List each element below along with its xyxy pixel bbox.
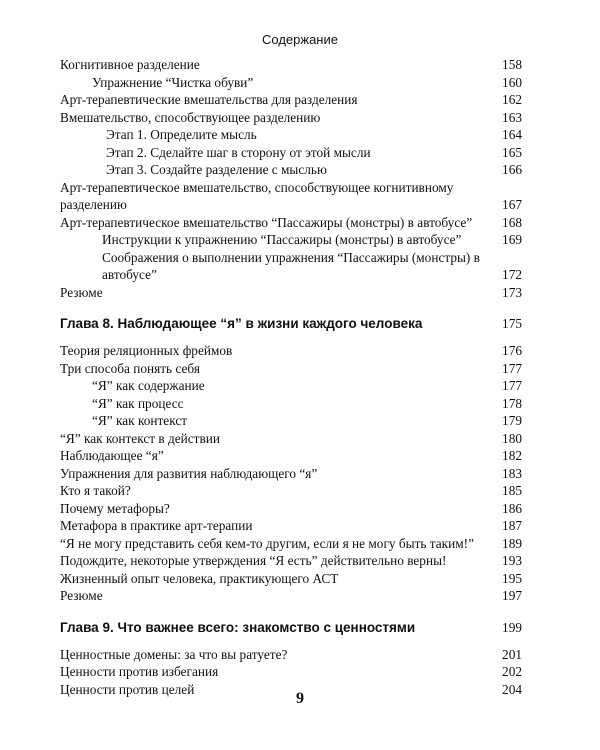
toc-entry — [60, 447, 522, 465]
toc-entry — [60, 570, 522, 588]
toc-entry-text: “Я” как содержание — [92, 378, 205, 393]
toc-entry — [60, 342, 522, 360]
toc-entry-text: Соображения о выполнении упражнения “Пассажиры (монстры) в автобусе” — [102, 249, 480, 282]
toc-entry-text: Кто я такой? — [60, 483, 131, 498]
toc-page-number: 162 — [502, 92, 522, 107]
toc-entry — [60, 91, 522, 109]
toc-entry-text: Арт-терапевтическое вмешательство, способствующее когнитивному разделению — [60, 179, 454, 212]
toc-chapter-heading — [60, 315, 522, 333]
toc-page-number: 177 — [502, 360, 522, 376]
toc-entry — [60, 179, 522, 214]
toc-entry-text: Ценностные домены: за что вы ратуете? — [60, 646, 288, 662]
toc-page-number: 165 — [502, 144, 522, 160]
toc-page-number: 173 — [502, 284, 522, 300]
toc-page-number: 169 — [502, 232, 522, 247]
toc-entry — [60, 587, 522, 605]
toc-entry-text: Ценности против целей — [60, 681, 195, 697]
toc-page-number: 202 — [502, 664, 522, 679]
toc-entry — [60, 284, 522, 302]
toc-page-number: 160 — [502, 74, 522, 90]
toc-page-number: 186 — [502, 500, 522, 516]
toc-page-number: 163 — [502, 109, 522, 125]
toc-entry-text: Теория реляционных фреймов — [60, 343, 233, 358]
toc-entry — [60, 430, 522, 448]
toc-entry-text: Ценности против избегания — [60, 664, 219, 679]
toc-entry — [60, 646, 522, 664]
toc-entry-text: Когнитивное разделение — [60, 57, 200, 72]
toc-entry — [60, 465, 522, 483]
toc-entry-text: Резюме — [60, 284, 103, 300]
toc-entry-text: Жизненный опыт человека, практикующего АСТ — [60, 570, 339, 586]
toc-page-number: 168 — [502, 214, 522, 230]
toc-entry — [60, 249, 522, 284]
toc-page-number: 166 — [502, 162, 522, 177]
toc-entry — [60, 535, 522, 553]
toc-entry — [60, 517, 522, 535]
toc-entry — [60, 552, 522, 570]
toc-entry-text: Три способа понять себя — [60, 360, 200, 376]
toc-page-number: 182 — [502, 448, 522, 463]
toc-page-number: 164 — [502, 127, 522, 142]
toc-page-number: 167 — [502, 197, 522, 212]
chapter-title: Глава 9. Что важнее всего: знакомство с ценностями — [60, 619, 416, 635]
toc-page-number: 204 — [502, 681, 522, 697]
toc-entry-text: Наблюдающее “я” — [60, 448, 164, 463]
toc-page-number: 185 — [502, 483, 522, 498]
toc-entry-text: Упражнения для развития наблюдающего “я” — [60, 465, 318, 481]
table-of-contents — [60, 56, 522, 698]
toc-entry — [60, 109, 522, 127]
toc-entry — [60, 377, 522, 395]
toc-page-number: 189 — [502, 535, 522, 551]
toc-page-number: 179 — [502, 413, 522, 428]
toc-entry — [60, 214, 522, 232]
toc-page-number: 197 — [502, 588, 522, 603]
toc-entry-text: “Я не могу представить себя кем-то другим, если я не могу быть таким!” — [60, 535, 474, 551]
toc-entry — [60, 126, 522, 144]
toc-page-number: 195 — [502, 570, 522, 586]
toc-page-number: 172 — [502, 267, 522, 282]
running-header: Содержание — [262, 32, 338, 47]
toc-entry — [60, 161, 522, 179]
toc-entry-text: Метафора в практике арт-терапии — [60, 518, 253, 533]
toc-entry — [60, 482, 522, 500]
toc-entry-text: Арт-терапевтическое вмешательство “Пассажиры (монстры) в автобусе” — [60, 214, 473, 230]
toc-entry — [60, 231, 522, 249]
toc-entry-text: Вмешательство, способствующее разделению — [60, 109, 321, 125]
toc-page-number: 187 — [502, 518, 522, 533]
toc-page-number: 180 — [502, 430, 522, 446]
toc-entry-text: Арт-терапевтические вмешательства для разделения — [60, 92, 358, 107]
toc-page-number: 199 — [502, 619, 522, 635]
toc-entry — [60, 74, 522, 92]
toc-entry — [60, 56, 522, 74]
toc-entry-text: Этап 1. Определите мысль — [106, 127, 257, 142]
toc-entry-text: Упражнение “Чистка обуви” — [92, 74, 254, 90]
toc-entry-text: Этап 2. Сделайте шаг в сторону от этой мысли — [106, 144, 371, 160]
toc-page-number: 175 — [502, 316, 522, 331]
toc-page-number: 177 — [502, 378, 522, 393]
toc-entry-text: Этап 3. Создайте разделение с мыслью — [106, 162, 327, 177]
toc-page-number: 193 — [502, 553, 522, 568]
toc-entry-text: Подождите, некоторые утверждения “Я есть” действительно верны! — [60, 553, 447, 568]
toc-entry — [60, 144, 522, 162]
toc-entry — [60, 412, 522, 430]
toc-page-number: 176 — [502, 343, 522, 358]
toc-chapter-heading — [60, 619, 522, 637]
toc-entry-text: “Я” как контекст в действии — [60, 430, 220, 446]
toc-page-number: 178 — [502, 395, 522, 411]
toc-entry-text: “Я” как процесс — [92, 395, 184, 411]
toc-entry — [60, 395, 522, 413]
toc-entry — [60, 500, 522, 518]
toc-entry — [60, 360, 522, 378]
toc-page-number: 158 — [502, 57, 522, 72]
toc-entry-text: Инструкции к упражнению “Пассажиры (монстры) в автобусе” — [102, 232, 462, 247]
toc-page-number: 183 — [502, 465, 522, 481]
toc-entry-text: Резюме — [60, 588, 103, 603]
chapter-title: Глава 8. Наблюдающее “я” в жизни каждого человека — [60, 316, 423, 331]
toc-entry-text: “Я” как контекст — [92, 413, 188, 428]
toc-entry — [60, 663, 522, 681]
page-number: 9 — [296, 690, 304, 707]
toc-page-number: 201 — [502, 646, 522, 662]
toc-entry-text: Почему метафоры? — [60, 500, 170, 516]
